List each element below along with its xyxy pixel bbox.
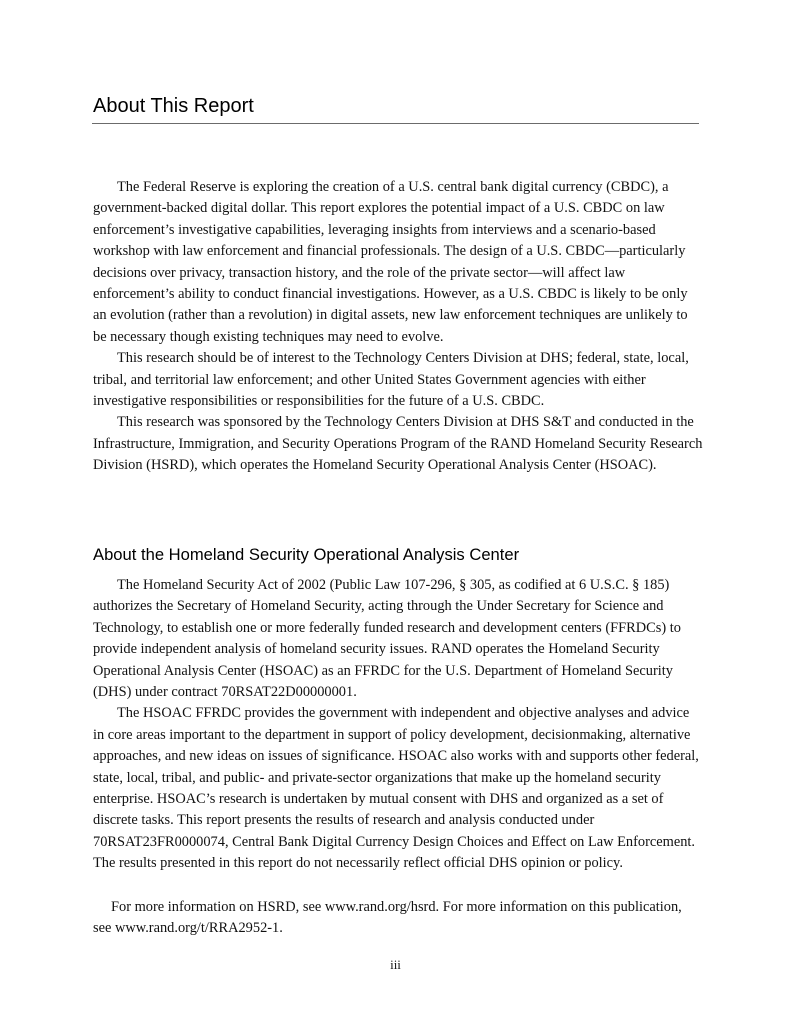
- report-title: About This Report: [93, 95, 254, 117]
- hsoac-section: [93, 575, 703, 875]
- paragraph: The Federal Reserve is exploring the creation of a U.S. central bank digital currency (CBDC), a government-backed digital dollar. This report explores the potential impact of a U.S. CBDC on law enforcement’s investigative capabilities, leveraging insights from interviews and a scenario-based workshop with law enforcement and financial professionals. The design of a U.S. CBDC—particularly decisions over privacy, transaction history, and the role of the private sector—will affect law enforcement’s ability to conduct financial investigations. However, as a U.S. CBDC is likely to be only an evolution (rather than a revolution) in digital assets, new law enforcement techniques are unlikely to be necessary though existing techniques may need to evolve.: [93, 179, 688, 345]
- paragraph: This research should be of interest to the Technology Centers Division at DHS; federal, state, local, tribal, and territorial law enforcement; and other United States Government agencies with either investigative responsibilities or responsibilities for the future of a U.S. CBDC.: [93, 350, 689, 410]
- about-report-section: [93, 177, 703, 477]
- paragraph: This research was sponsored by the Technology Centers Division at DHS S&T and conducted in the Infrastructure, Immigration, and Security Operations Program of the RAND Homeland Security Research Division (HSRD), which operates the Homeland Security Operational Analysis Center (HSOAC).: [93, 414, 703, 474]
- title-divider: [92, 123, 699, 124]
- page-number: iii: [390, 957, 401, 972]
- hsoac-heading: About the Homeland Security Operational Analysis Center: [93, 545, 520, 564]
- paragraph: The HSOAC FFRDC provides the government with independent and objective analyses and advice in core areas important to the department in support of policy development, decisionmaking, alternative approaches, and new ideas on issues of significance. HSOAC also works with and supports other federal, state, local, tribal, and public- and private-sector organizations that make up the homeland security enterprise. HSOAC’s research is undertaken by mutual consent with DHS and organized as a set of discrete tasks. This report presents the results of research and analysis conducted under 70RSAT23FR0000074, Central Bank Digital Currency Design Choices and Effect on Law Enforcement. The results presented in this report do not necessarily reflect official DHS opinion or policy.: [93, 705, 699, 872]
- paragraph: The Homeland Security Act of 2002 (Public Law 107-296, § 305, as codified at 6 U.S.C. § 185) authorizes the Secretary of Homeland Security, acting through the Under Secretary for Science and Technology, to establish one or more federally funded research and development centers (FFRDCs) to provide independent analysis of homeland security issues. RAND operates the Homeland Security Operational Analysis Center (HSOAC) as an FFRDC for the U.S. Department of Homeland Security (DHS) under contract 70RSAT22D00000001.: [93, 577, 681, 701]
- more-info-paragraph: For more information on HSRD, see www.rand.org/hsrd. For more information on this publication, see www.rand.org/t/RRA2952-1.: [93, 899, 682, 937]
